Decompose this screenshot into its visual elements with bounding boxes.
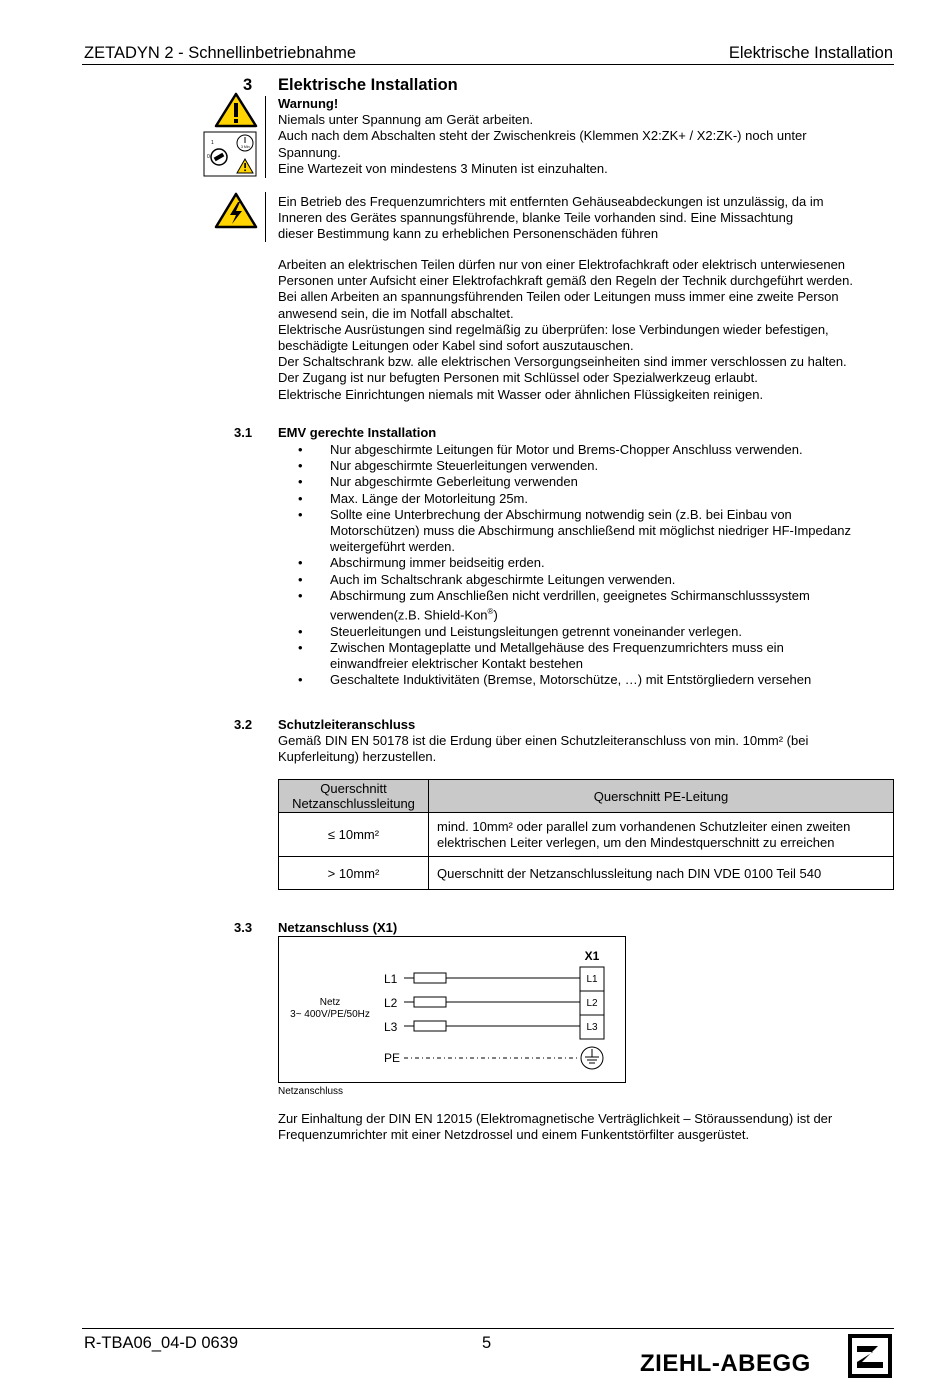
chapter-number: 3	[243, 76, 253, 94]
list-item: • Geschaltete Induktivitäten (Bremse, Motorschütze, …) mit Entstörgliedern versehen	[278, 672, 898, 688]
table-row: > 10mm² Querschnitt der Netzanschlussleitung nach DIN VDE 0100 Teil 540	[279, 857, 894, 890]
high-voltage-icon	[214, 192, 258, 230]
footer-rule	[82, 1328, 894, 1329]
body-line: Elektrische Einrichtungen niemals mit Wasser oder ähnlichen Flüssigkeiten reinigen.	[278, 386, 764, 402]
terminal-label: L1	[586, 974, 598, 985]
terminal-label: L3	[586, 1022, 598, 1033]
body-line: Der Zugang ist nur befugten Personen mit Schlüssel oder Spezialwerkzeug erlaubt.	[278, 370, 758, 386]
list-item: • Abschirmung zum Anschließen nicht verdrillen, geeignetes Schirmanschlusssystem verwenden(z.B. Shield-Kon®)	[278, 588, 898, 624]
warning-margin-rule	[265, 96, 266, 178]
warning-title: Warnung!	[278, 96, 339, 111]
mains-connection-diagram	[278, 936, 626, 1084]
line-label: L3	[384, 1020, 398, 1034]
pe-cross-section-table	[278, 779, 894, 890]
capacitor-discharge-wait-icon	[203, 131, 257, 177]
fuse-icon	[414, 973, 446, 983]
diagram-caption: Netzanschluss	[278, 1086, 344, 1097]
body-line: Arbeiten an elektrischen Teilen dürfen nur von einer Elektrofachkraft oder elektrisch unterwiesenen	[278, 257, 846, 272]
list-item: • Zwischen Montageplatte und Metallgehäuse des Frequenzumrichters muss ein einwandfreier elektrischer Kontakt bestehen	[278, 640, 898, 672]
emv-bullet-list	[278, 442, 898, 688]
brand-wordmark: ZIEHL-ABEGG	[640, 1350, 811, 1377]
wait-label: 3 Min	[241, 145, 250, 149]
safety-paragraph	[278, 257, 853, 403]
section-3-3-title: Netzanschluss (X1)	[278, 920, 398, 935]
warning-block	[278, 96, 807, 177]
body-line: beschädigte Leitungen oder Kabel sind sofort auszutauschen.	[278, 338, 634, 354]
svg-text:0: 0	[207, 154, 210, 160]
table-header: Querschnitt PE-Leitung	[429, 780, 894, 813]
list-item: • Sollte eine Unterbrechung der Abschirmung notwendig sein (z.B. bei Einbau von Motorschützen) muss die Abschirmung anschließend mit möglichst niedriger HF-Impedanz weitergeführt werden.	[278, 507, 898, 556]
pe-label: PE	[384, 1051, 401, 1065]
header-rule	[82, 64, 894, 65]
list-item: • Steuerleitungen und Leistungsleitungen getrennt voneinander verlegen.	[278, 624, 898, 640]
fuse-icon	[414, 997, 446, 1007]
table-header: Querschnitt Netzanschlussleitung	[279, 780, 429, 813]
fuse-icon	[414, 1021, 446, 1031]
warning-line: Eine Wartezeit von mindestens 3 Minuten ist einzuhalten.	[278, 160, 608, 176]
warning-line: Auch nach dem Abschalten steht der Zwischenkreis (Klemmen X2:ZK+ / X2:ZK-) noch unter	[278, 128, 807, 144]
terminal-label: L2	[586, 998, 598, 1009]
body-line: Elektrische Ausrüstungen sind regelmäßig zu überprüfen: lose Verbindungen wieder befestigen,	[278, 321, 829, 337]
section-3-2-title: Schutzleiteranschluss	[278, 717, 416, 732]
warning-triangle-icon	[214, 92, 258, 128]
body-line: Bei allen Arbeiten an spannungsführenden Teilen oder Leitungen muss immer eine zweite Person	[278, 289, 839, 305]
section-3-1-number: 3.1	[234, 425, 253, 440]
net-spec: 3~ 400V/PE/50Hz	[290, 1009, 370, 1020]
list-item: • Nur abgeschirmte Leitungen für Motor und Brems-Chopper Anschluss verwenden.	[278, 442, 898, 458]
brand-logo-icon	[848, 1334, 892, 1378]
hazard-line: Inneren des Gerätes spannungsführende, blanke Teile vorhanden sind. Eine Missachtung	[278, 210, 794, 226]
chapter-title: Elektrische Installation	[278, 76, 458, 94]
line-label: L2	[384, 996, 398, 1010]
section-3-2-text: Gemäß DIN EN 50178 ist die Erdung über einen Schutzleiteranschluss von min. 10mm² (bei Kupferleitung) herzustellen.	[278, 733, 809, 765]
hazard-block	[278, 194, 824, 243]
line-label: L1	[384, 972, 398, 986]
header-right: Elektrische Installation	[728, 44, 893, 62]
header-left: ZETADYN 2 - Schnellinbetriebnahme	[84, 44, 357, 62]
warning-line: Spannung.	[278, 144, 341, 160]
body-line: Personen unter Aufsicht einer Elektrofachkraft gemäß den Regeln der Technik durchgeführt werden.	[278, 273, 853, 289]
warning-line: Niemals unter Spannung am Gerät arbeiten.	[278, 112, 534, 128]
terminal-block-label: X1	[584, 949, 600, 963]
svg-text:1: 1	[211, 140, 214, 146]
hazard-line: dieser Bestimmung kann zu erheblichen Personenschäden führen	[278, 226, 659, 242]
list-item: • Max. Länge der Motorleitung 25m.	[278, 491, 898, 507]
footer-page-number: 5	[482, 1334, 492, 1352]
section-3-1-title: EMV gerechte Installation	[278, 425, 437, 440]
list-item: • Auch im Schaltschrank abgeschirmte Leitungen verwenden.	[278, 572, 898, 588]
section-3-3-number: 3.3	[234, 920, 253, 935]
hazard-line: Ein Betrieb des Frequenzumrichters mit entfernten Gehäuseabdeckungen ist unzulässig, da im	[278, 194, 824, 209]
section-3-3-text: Zur Einhaltung der DIN EN 12015 (Elektromagnetische Verträglichkeit – Störaussendung) ist der Frequenzumrichter mit einer Netzdrossel und einem Funkentstörfilter ausgerüstet.	[278, 1111, 833, 1143]
table-row: ≤ 10mm² mind. 10mm² oder parallel zum vorhandenen Schutzleiter einen zweiten elektrischen Leiter verlegen, um den Mindestquerschnitt zu erreichen	[279, 813, 894, 857]
list-item: • Nur abgeschirmte Geberleitung verwenden	[278, 474, 898, 490]
list-item: • Abschirmung immer beidseitig erden.	[278, 555, 898, 571]
net-label: Netz	[319, 997, 341, 1008]
body-line: anwesend sein, die im Notfall abschaltet.	[278, 305, 514, 321]
list-item: • Nur abgeschirmte Steuerleitungen verwenden.	[278, 458, 898, 474]
footer-doc-id: R-TBA06_04-D 0639	[84, 1334, 239, 1352]
body-line: Der Schaltschrank bzw. alle elektrischen Versorgungseinheiten sind immer verschlossen zu halten.	[278, 354, 847, 370]
hazard-margin-rule	[265, 192, 266, 242]
section-3-2-number: 3.2	[234, 717, 253, 732]
